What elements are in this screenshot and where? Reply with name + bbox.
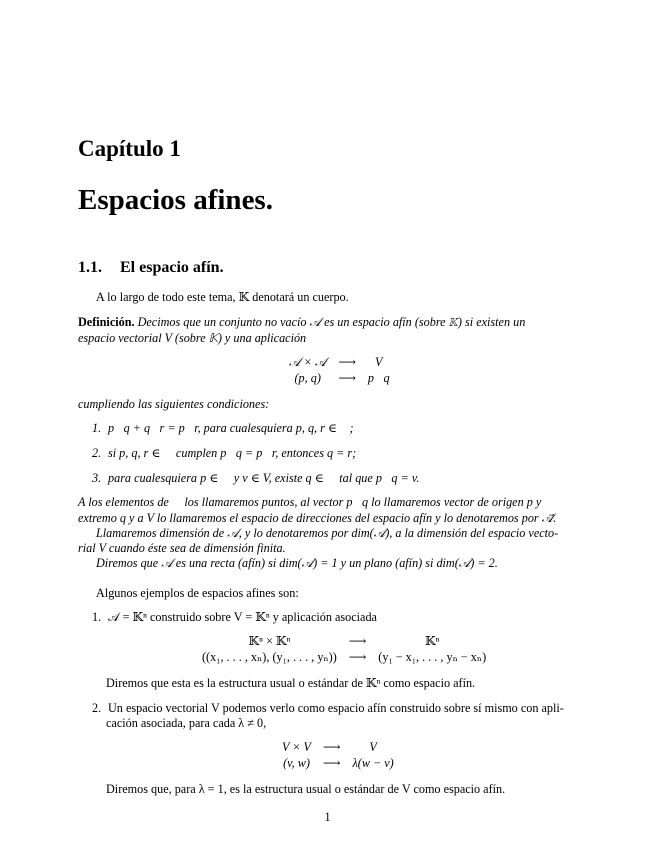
map-codomain: V	[374, 355, 383, 369]
map-arrow: ⟶	[338, 355, 356, 369]
conditions-intro: cumpliendo las siguientes condiciones:	[78, 397, 270, 411]
map-image: (y₁ − x₁, . . . , yₙ − xₙ)	[378, 650, 487, 664]
map-domain: 𝒜 × 𝒜	[289, 355, 327, 369]
section-number: 1.1.	[78, 259, 102, 276]
example-number: 1.	[92, 610, 102, 624]
example-2-line-1	[92, 700, 564, 716]
example-1-conclusion: Diremos que esta es la estructura usual o estándar de 𝕂ⁿ como espacio afín.	[106, 676, 476, 690]
map-arrow: ⟶	[348, 634, 367, 648]
definition-mapping	[283, 354, 396, 386]
dimension-paragraph-line-1: Llamaremos dimensión de 𝒜, y lo denotaremos por dim(𝒜), a la dimensión del espacio vecto-	[96, 526, 559, 540]
chapter-title: Espacios afines.	[78, 184, 273, 216]
map-element: (p, q)	[294, 371, 321, 385]
map-arrow: ⟶	[323, 756, 341, 770]
intro-paragraph: A lo largo de todo este tema, 𝕂 denotará un cuerpo.	[96, 290, 349, 304]
definition-line-2: espacio vectorial V (sobre 𝕂) y una aplicación	[78, 331, 307, 345]
example-number: 2.	[92, 701, 102, 715]
points-paragraph-line-1: A los elementos de 𝒜 los llamaremos puntos, al vector p⃗q lo llamaremos vector de origen p y	[78, 495, 542, 509]
condition-text: para cualesquiera p ∈ 𝒜 y v ∈ V, existe q ∈ 𝒜 tal que p⃗q = v.	[108, 471, 420, 485]
section-heading	[78, 259, 224, 277]
map-image: p⃗q	[367, 371, 390, 385]
map-arrow: ⟶	[348, 650, 367, 664]
page-number: 1	[324, 810, 331, 824]
example-2-conclusion: Diremos que, para λ = 1, es la estructura usual o estándar de V como espacio afín.	[106, 782, 506, 796]
definition-text-1: Decimos que un conjunto no vacío 𝒜 es un espacio afín (sobre 𝕂) si existen un	[137, 315, 526, 329]
condition-item	[92, 470, 419, 486]
map-codomain: 𝕂ⁿ	[425, 634, 440, 648]
dimension-paragraph-line-2: rial V cuando éste sea de dimensión finita.	[78, 541, 286, 555]
map-arrow: ⟶	[338, 371, 356, 385]
example-1-mapping	[196, 633, 492, 665]
map-element: (v, w)	[283, 756, 310, 770]
section-title: El espacio afín.	[120, 259, 224, 276]
definition-line-1	[78, 314, 525, 330]
map-image: λ(w − v)	[352, 756, 394, 770]
map-domain: 𝕂ⁿ × 𝕂ⁿ	[248, 634, 291, 648]
example-2-text-1: Un espacio vectorial V podemos verlo como espacio afín construido sobre sí mismo con apli-	[108, 701, 564, 715]
map-codomain: V	[369, 740, 377, 754]
example-2-line-2: cación asociada, para cada λ ≠ 0,	[106, 716, 267, 730]
example-1-text: 𝒜 = 𝕂ⁿ construido sobre V = 𝕂ⁿ y aplicación asociada	[108, 610, 377, 624]
examples-intro: Algunos ejemplos de espacios afines son:	[96, 586, 299, 600]
map-domain: V × V	[282, 740, 311, 754]
chapter-heading: Capítulo 1	[78, 136, 181, 161]
example-1-heading	[92, 609, 377, 625]
condition-item	[92, 445, 356, 461]
condition-number: 3.	[92, 471, 102, 485]
example-2-mapping	[276, 739, 400, 771]
condition-item	[92, 420, 354, 436]
condition-number: 2.	[92, 446, 102, 460]
map-element: ((x₁, . . . , xₙ), (y₁, . . . , yₙ))	[202, 650, 337, 664]
line-plane-paragraph: Diremos que 𝒜 es una recta (afín) si dim(𝒜) = 1 y un plano (afín) si dim(𝒜) = 2.	[96, 556, 498, 570]
condition-text: si p, q, r ∈ 𝒜 cumplen p⃗q = p⃗r, entonces q = r;	[108, 446, 357, 460]
condition-number: 1.	[92, 421, 102, 435]
condition-text: p⃗q + q⃗r = p⃗r, para cualesquiera p, q, r ∈ 𝒜;	[108, 421, 354, 435]
definition-label: Definición.	[78, 315, 135, 329]
points-paragraph-line-2: extremo q y a V lo llamaremos el espacio de direcciones del espacio afín y lo denotaremos por 𝒜⃗.	[78, 511, 557, 525]
map-arrow: ⟶	[323, 740, 341, 754]
